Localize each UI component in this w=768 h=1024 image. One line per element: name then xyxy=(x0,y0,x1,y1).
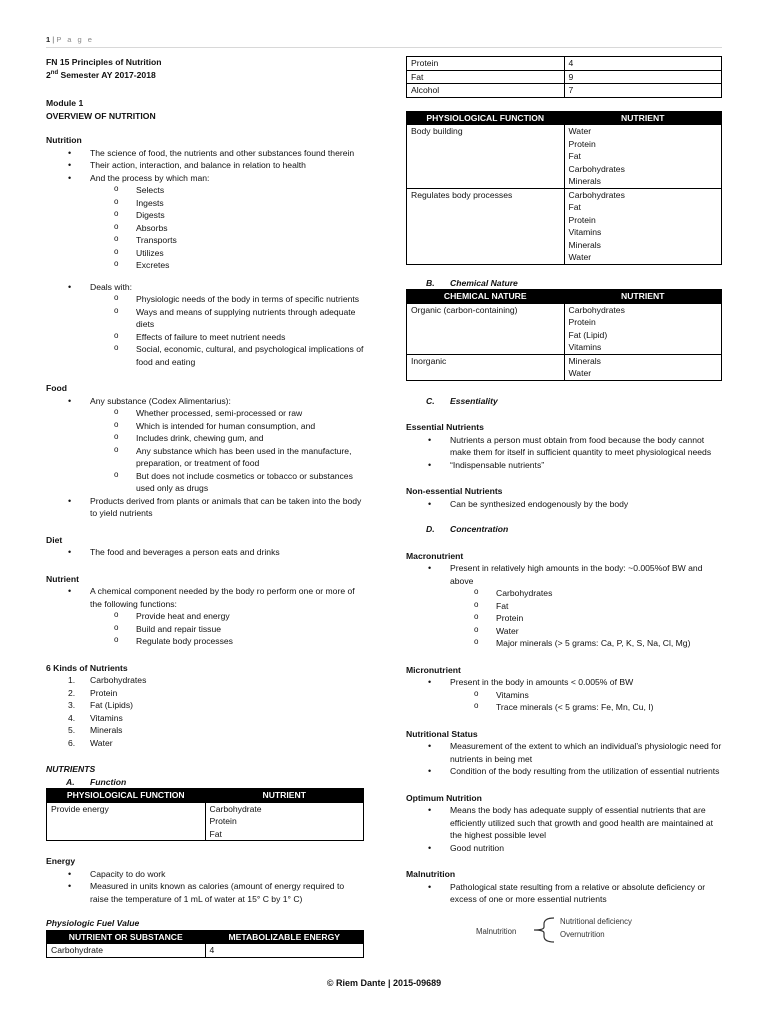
page-header xyxy=(46,34,722,48)
module-title: OVERVIEW OF NUTRITION xyxy=(46,110,156,121)
diet-heading: Diet xyxy=(46,534,63,545)
table-header: NUTRIENT xyxy=(564,290,722,304)
optimum-heading: Optimum Nutrition xyxy=(406,792,482,803)
list-item: o Absorbs xyxy=(114,222,364,235)
table-cell: Water Protein Fat Carbohydrates Minerals xyxy=(564,125,722,189)
table-cell: Regulates body processes xyxy=(407,188,565,264)
table-header: CHEMICAL NATURE xyxy=(407,290,565,304)
diagram-root-label: Malnutrition xyxy=(476,926,517,936)
list-item: o Excretes xyxy=(114,259,364,272)
list-item: o Water xyxy=(474,625,722,638)
list-item: • The food and beverages a person eats and drinks xyxy=(68,546,364,559)
fuel-value-table xyxy=(46,930,364,958)
list-item: o Ways and means of supplying nutrients through adequate diets xyxy=(114,306,364,331)
table-cell: Alcohol xyxy=(407,84,565,98)
table-cell: 4 xyxy=(205,944,364,958)
table-header: NUTRIENT xyxy=(564,111,722,125)
list-item: • A chemical component needed by the body ro perform one or more of the following functions: o Provide heat and energy o Build and repair tissue o Regulate body processes xyxy=(68,585,364,648)
table-cell: Inorganic xyxy=(407,354,565,380)
nutrient-list xyxy=(68,585,364,648)
table-row xyxy=(407,188,722,264)
list-item: o Trace minerals (< 5 grams: Fe, Mn, Cu, I) xyxy=(474,701,722,714)
list-item: o Carbohydrates xyxy=(474,587,722,600)
table-header: NUTRIENT OR SUBSTANCE xyxy=(47,930,206,944)
table-cell: Carbohydrates Protein Fat (Lipid) Vitamins xyxy=(564,303,722,354)
left-column xyxy=(46,56,364,958)
table-cell: 7 xyxy=(564,84,722,98)
micro-heading: Micronutrient xyxy=(406,664,461,675)
list-item: o But does not include cosmetics or tobacco or substances used only as drugs xyxy=(114,470,364,495)
essential-list xyxy=(428,434,722,472)
table-cell: 9 xyxy=(564,70,722,84)
nutrition-heading: Nutrition xyxy=(46,135,82,145)
list-item: • Means the body has adequate supply of essential nutrients that are efficiently utilized such that growth and good health are maintained at the highest possible level xyxy=(428,804,722,842)
table-row xyxy=(47,802,364,841)
chemical-subheading: B. Chemical Nature xyxy=(426,277,518,288)
table-row xyxy=(407,303,722,354)
brace-icon xyxy=(530,916,556,944)
non-essential-heading: Non-essential Nutrients xyxy=(406,486,503,496)
table-cell: Carbohydrate xyxy=(47,944,206,958)
list-item: o Utilizes xyxy=(114,247,364,260)
concentration-subheading: D. Concentration xyxy=(426,524,509,534)
semester-sup: nd xyxy=(50,69,59,76)
table-cell: Fat xyxy=(407,70,565,84)
table-cell: Protein xyxy=(407,57,565,71)
diagram-branch-overnutrition: Overnutrition xyxy=(560,929,605,939)
table-cell: 4 xyxy=(564,57,722,71)
list-item: • And the process by which man: o Selects o Ingests o Digests o Absorbs o Transports o Utilizes o Excretes xyxy=(68,172,364,272)
list-item: • “Indispensable nutrients” xyxy=(428,459,722,472)
list-item: o Digests xyxy=(114,209,364,222)
list-item: 5. Minerals xyxy=(68,725,123,735)
page-separator: | xyxy=(52,35,55,44)
list-item: • The science of food, the nutrients and other substances found therein xyxy=(68,147,364,160)
diet-list xyxy=(68,546,364,559)
non-essential-list xyxy=(428,498,722,511)
list-item: o Major minerals (> 5 grams: Ca, P, K, S, Na, Cl, Mg) xyxy=(474,637,722,650)
micro-items xyxy=(474,689,722,714)
table-cell: Minerals Water xyxy=(564,354,722,380)
list-item: o Whether processed, semi-processed or raw xyxy=(114,407,364,420)
table-row xyxy=(47,944,364,958)
list-item: • Nutrients a person must obtain from food because the body cannot make them for itself in sufficient quantity to meet physiological needs xyxy=(428,434,722,459)
diagram-branch-deficiency: Nutritional deficiency xyxy=(560,916,632,926)
list-item: o Build and repair tissue xyxy=(114,623,364,636)
nutrition-list xyxy=(68,147,364,369)
list-item: 4. Vitamins xyxy=(68,712,123,723)
list-item: o Ingests xyxy=(114,197,364,210)
energy-list xyxy=(68,868,364,906)
nutrient-heading: Nutrient xyxy=(46,573,79,584)
table-row xyxy=(407,70,722,84)
process-list xyxy=(114,184,364,272)
list-item: o Vitamins xyxy=(474,689,722,702)
right-column xyxy=(406,56,722,946)
list-item: • Present in relatively high amounts in the body: ~0.005%of BW and above o Carbohydrates o Fat o Protein o Water o Major minerals (> 5 grams: Ca, P, K, S, Na, Cl, Mg) xyxy=(428,562,722,650)
chemical-nature-table xyxy=(406,289,722,381)
table-header: METABOLIZABLE ENERGY xyxy=(205,930,364,944)
fuel-heading: Physiologic Fuel Value xyxy=(46,918,140,928)
table-cell: Organic (carbon-containing) xyxy=(407,303,565,354)
macro-heading: Macronutrient xyxy=(406,550,464,561)
list-item: • Any substance (Codex Alimentarius): o Whether processed, semi-processed or raw o Which is intended for human consumption, and o Includes drink, chewing gum, and o Any substance which has been used in the manufacture, preparation, or treatment of food o But does not include cosmetics or tobacco or substances used only as drugs xyxy=(68,395,364,495)
micro-list xyxy=(428,676,722,714)
energy-function-table xyxy=(46,788,364,841)
macro-list xyxy=(428,562,722,650)
list-item: 6. Water xyxy=(68,737,113,748)
list-item: 2. Protein xyxy=(68,687,118,698)
nutrients-heading: NUTRIENTS xyxy=(46,764,96,774)
optimum-list xyxy=(428,804,722,854)
list-item: 1. Carbohydrates xyxy=(68,675,147,685)
table-cell: Carbohydrate Protein Fat xyxy=(205,802,364,841)
list-item: o Fat xyxy=(474,600,722,613)
page-footer: © Riem Dante | 2015-09689 xyxy=(326,978,442,988)
codex-list xyxy=(114,407,364,495)
fuel-value-table-continued xyxy=(406,56,722,98)
list-item: o Which is intended for human consumption, and xyxy=(114,420,364,433)
list-item: o Includes drink, chewing gum, and xyxy=(114,432,364,445)
list-item: 3. Fat (Lipids) xyxy=(68,700,133,710)
list-item: • Present in the body in amounts < 0.005% of BW o Vitamins o Trace minerals (< 5 grams: Fe, Mn, Cu, I) xyxy=(428,676,722,714)
table-cell: Body building xyxy=(407,125,565,189)
list-item: o Social, economic, cultural, and psychological implications of food and eating xyxy=(114,343,364,368)
essentiality-subheading: C. Essentiality xyxy=(426,395,498,406)
list-item: • Their action, interaction, and balance in relation to health xyxy=(68,159,364,172)
kinds-heading: 6 Kinds of Nutrients xyxy=(46,662,128,673)
function-subheading: A. Function xyxy=(66,776,127,787)
list-item: o Effects of failure to meet nutrient needs xyxy=(114,331,364,344)
list-item: o Regulate body processes xyxy=(114,635,364,648)
list-item: • Products derived from plants or animals that can be taken into the body to yield nutrients xyxy=(68,495,364,520)
malnutrition-list xyxy=(428,881,722,906)
page-word: P a g e xyxy=(56,35,94,44)
table-row xyxy=(407,354,722,380)
list-item: • Measurement of the extent to which an individual’s physiologic need for nutrients in being met xyxy=(428,740,722,765)
deals-list xyxy=(114,293,364,368)
status-list xyxy=(428,740,722,778)
list-item: o Any substance which has been used in the manufacture, preparation, or treatment of food xyxy=(114,445,364,470)
table-header: PHYSIOLOGICAL FUNCTION xyxy=(407,111,565,125)
table-header: PHYSIOLOGICAL FUNCTION xyxy=(47,789,206,803)
list-item: o Transports xyxy=(114,234,364,247)
status-heading: Nutritional Status xyxy=(406,728,478,739)
list-item: • Measured in units known as calories (amount of energy required to raise the temperature of 1 mL of water at 15° C by 1° C) xyxy=(68,880,364,905)
functions-list xyxy=(114,610,364,648)
list-item: o Provide heat and energy xyxy=(114,610,364,623)
list-item: • Good nutrition xyxy=(428,842,722,855)
food-list xyxy=(68,395,364,520)
food-heading: Food xyxy=(46,383,67,393)
list-item: • Deals with: o Physiologic needs of the body in terms of specific nutrients o Ways and means of supplying nutrients through adequate diets o Effects of failure to meet nutrient needs o Social, economic, cultural, and psychological implications of food and eating xyxy=(68,281,364,369)
table-cell: Carbohydrates Fat Protein Vitamins Minerals Water xyxy=(564,188,722,264)
kinds-list xyxy=(68,674,364,749)
list-item: o Protein xyxy=(474,612,722,625)
table-row xyxy=(407,57,722,71)
physiological-function-table xyxy=(406,111,722,265)
list-item: • Pathological state resulting from a relative or absolute deficiency or excess of one or more essential nutrients xyxy=(428,881,722,906)
macro-items xyxy=(474,587,722,650)
essential-heading: Essential Nutrients xyxy=(406,422,484,432)
module-label: Module 1 xyxy=(46,98,84,108)
list-item: • Condition of the body resulting from the utilization of essential nutrients xyxy=(428,765,722,778)
malnutrition-diagram xyxy=(406,916,722,946)
page-number: 1 xyxy=(46,35,51,44)
semester-line: 2nd Semester AY 2017-2018 xyxy=(46,69,156,80)
course-title: FN 15 Principles of Nutrition xyxy=(46,57,162,67)
list-item: o Physiologic needs of the body in terms of specific nutrients xyxy=(114,293,364,306)
table-row xyxy=(407,125,722,189)
table-row xyxy=(407,84,722,98)
list-item: • Can be synthesized endogenously by the body xyxy=(428,498,722,511)
energy-heading: Energy xyxy=(46,856,76,866)
table-cell: Provide energy xyxy=(47,802,206,841)
malnutrition-heading: Malnutrition xyxy=(406,869,456,879)
list-item: o Selects xyxy=(114,184,364,197)
list-item: • Capacity to do work xyxy=(68,868,364,881)
table-header: NUTRIENT xyxy=(205,789,364,803)
